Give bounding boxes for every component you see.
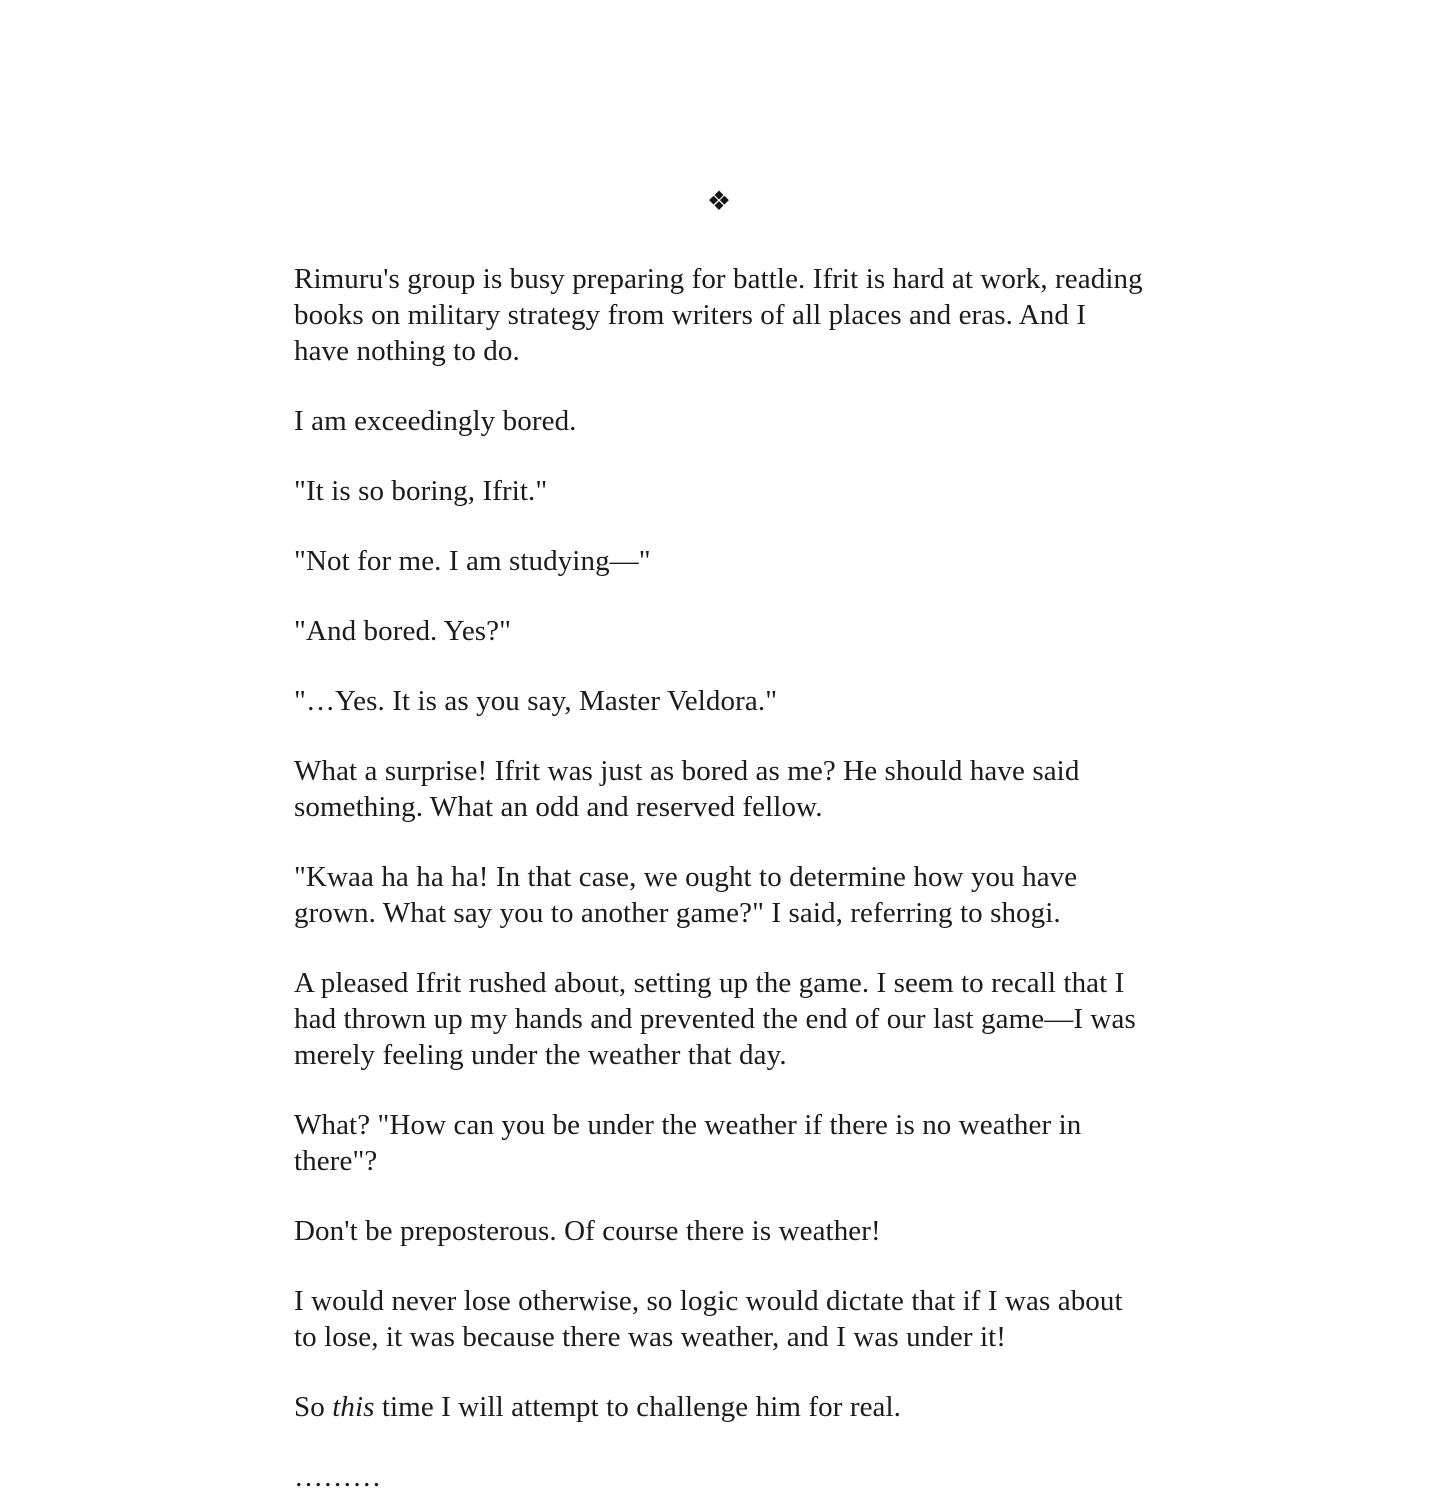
paragraph-narration: I would never lose otherwise, so logic would dictate that if I was about to lose, it was because there was weather, and I was under it! — [294, 1285, 1123, 1353]
emphasized-word: this — [332, 1391, 375, 1423]
paragraph-dialogue: "Kwaa ha ha ha! In that case, we ought to determine how you have grown. What say you to another game?" I said, referring to shogi. — [294, 861, 1078, 929]
paragraph-narration: Rimuru's group is busy preparing for battle. Ifrit is hard at work, reading books on military strategy from writers of all places and eras. And I have nothing to do. — [294, 263, 1143, 367]
paragraph-dialogue: "Not for me. I am studying—" — [294, 545, 651, 577]
paragraph-dialogue: "And bored. Yes?" — [294, 615, 512, 647]
paragraph-dialogue: "…Yes. It is as you say, Master Veldora." — [294, 685, 778, 717]
paragraph-dialogue: "It is so boring, Ifrit." — [294, 475, 548, 507]
paragraph-narration: What? "How can you be under the weather if there is no weather in there"? — [294, 1109, 1082, 1177]
book-page — [294, 0, 1144, 1495]
paragraph-narration: What a surprise! Ifrit was just as bored as me? He should have said something. What an odd and reserved fellow. — [294, 755, 1080, 823]
ellipsis-pause-line: ……… — [294, 1461, 382, 1493]
paragraph-narration: Don't be preposterous. Of course there is weather! — [294, 1215, 881, 1247]
paragraph-narration-with-emphasis — [294, 1389, 1144, 1425]
section-divider-ornament: ❖ — [706, 186, 732, 216]
body-text — [294, 261, 1144, 1495]
paragraph-segment: time I will attempt to challenge him for real. — [374, 1391, 902, 1423]
paragraph-narration: I am exceedingly bored. — [294, 405, 577, 437]
paragraph-segment: So — [294, 1391, 333, 1423]
paragraph-narration: A pleased Ifrit rushed about, setting up the game. I seem to recall that I had thrown up my hands and prevented the end of our last game—I was merely feeling under the weather that day. — [294, 967, 1136, 1071]
